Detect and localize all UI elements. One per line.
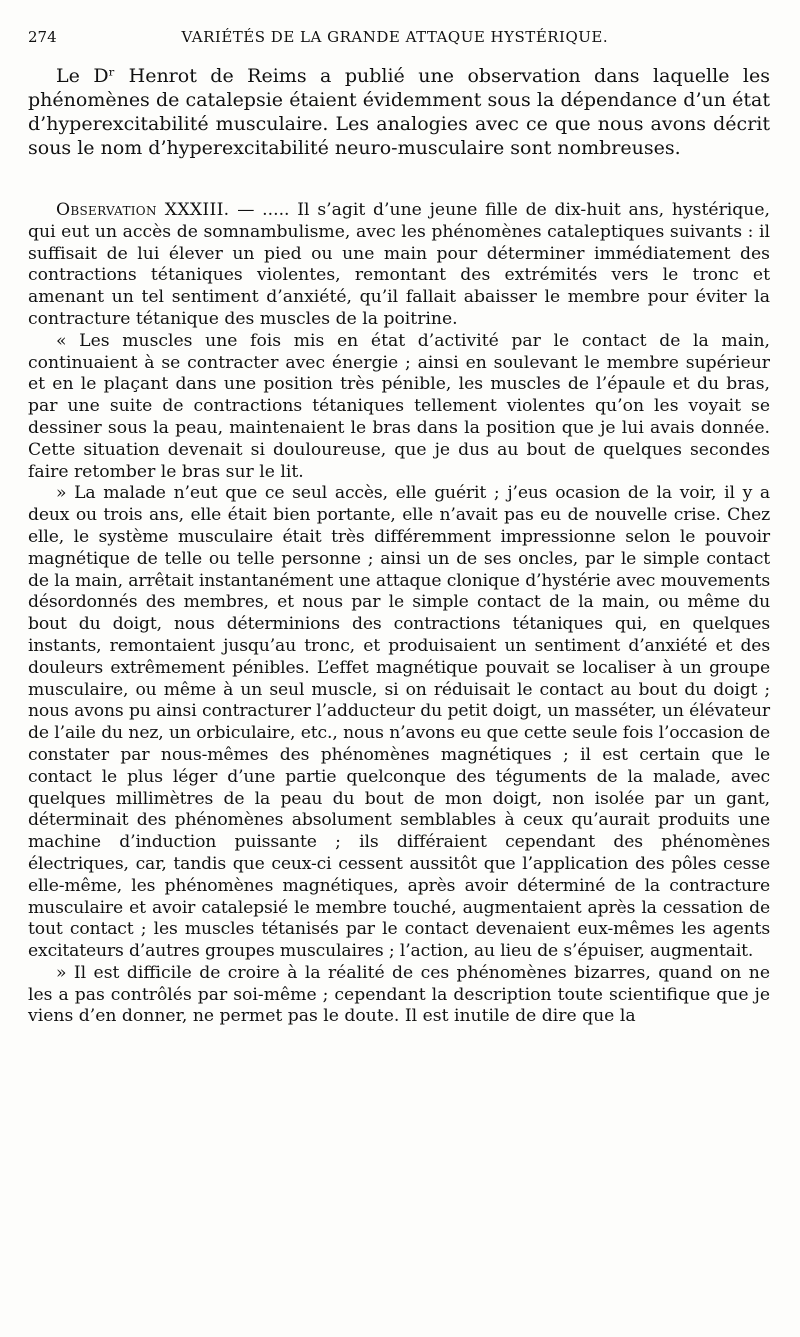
paragraph-quote-1: « Les muscles une fois mis en état d’activité par le contact de la main, continuaient à se contracter avec énergie ; ainsi en soulevant le membre supérieur et en le plaçant dans une position très pénible, les muscles de l’épaule et du bras, par une suite de contractions tétaniques tellement violentes qu’on les voyait se dessiner sous la peau, maintenaient le bras dans la position que je lui avais donnée. Cette situation devenait si douloureuse, que je dus au bout de quelques secondes faire retomber le bras sur le lit. — [28, 330, 770, 482]
page-number: 274 — [28, 28, 57, 46]
page-header — [28, 28, 763, 46]
body-text — [28, 64, 770, 1028]
paragraph-observation — [28, 200, 770, 331]
observation-label: Observation XXXIII. — [56, 200, 230, 220]
observation-text: — ..... Il s’agit d’une jeune fille de dix-huit ans, hystérique, qui eut un accès de somnambulisme, avec les phénomènes cataleptiques suivants : il suffisait de lui élever un pied ou une main pour déterminer immédiatement des contractions tétaniques violentes, remontant des extrémités vers le tronc et amenant un tel sentiment d’anxiété, qu’il fallait abaisser le membre pour éviter la contracture tétanique des muscles de la poitrine. — [28, 200, 770, 329]
paragraph-quote-2: » La malade n’eut que ce seul accès, elle guérit ; j’eus ocasion de la voir, il y a deux ou trois ans, elle était bien portante, elle n’avait pas eu de nouvelle crise. Chez elle, le système musculaire était très différemment impressionne selon le pouvoir magnétique de telle ou telle personne ; ainsi un de ses oncles, par le simple contact de la main, arrêtait instantanément une attaque clonique d’hystérie avec mouvements désordonnés des membres, et nous par le simple contact de la main, ou même du bout du doigt, nous déterminions des contractions tétaniques qui, en quelques instants, remontaient jusqu’au tronc, et produisaient un sentiment d’anxiété et des douleurs extrêmement pénibles. L’effet magnétique pouvait se localiser à un groupe musculaire, ou même à un seul muscle, si on réduisait le contact au bout du doigt ; nous avons pu ainsi contracturer l’adducteur du petit doigt, un masséter, un élévateur de l’aile du nez, un orbiculaire, etc., nous n’avons eu que cette seule fois l’occasion de constater par nous-mêmes des phénomènes magnétiques ; il est certain que le contact le plus léger d’une partie quelconque des téguments de la malade, avec quelques millimètres de la peau du bout de mon doigt, non isolée par un gant, déterminait des phénomènes absolument semblables à ceux qu’aurait produits une machine d’induction puissante ; ils différaient cependant des phénomènes électriques, car, tandis que ceux-ci cessent aussitôt que l’application des pôles cesse elle-même, les phénomènes magnétiques, après avoir déterminé de la contracture musculaire et avoir catalepsié le membre touché, augmentaient après la cessation de tout contact ; les muscles tétanisés par le contact devenaient eux-mêmes les agents excitateurs d’autres groupes musculaires ; l’action, au lieu de s’épuiser, augmentait. — [28, 483, 770, 962]
paragraph-gap — [28, 160, 770, 200]
paragraph-quote-3: » Il est difficile de croire à la réalité de ces phénomènes bizarres, quand on ne les a pas contrôlés par soi-même ; cependant la description toute scientifique que je viens d’en donner, ne permet pas le doute. Il est inutile de dire que la — [28, 962, 770, 1027]
running-head: VARIÉTÉS DE LA GRANDE ATTAQUE HYSTÉRIQUE. — [181, 28, 609, 46]
paragraph-intro: Le Dʳ Henrot de Reims a publié une observation dans laquelle les phénomènes de catalepsie étaient évidemment sous la dépendance d’un état d’hyperexcitabilité musculaire. Les analogies avec ce que nous avons décrit sous le nom d’hyperexcitabilité neuro-musculaire sont nombreuses. — [28, 65, 770, 159]
